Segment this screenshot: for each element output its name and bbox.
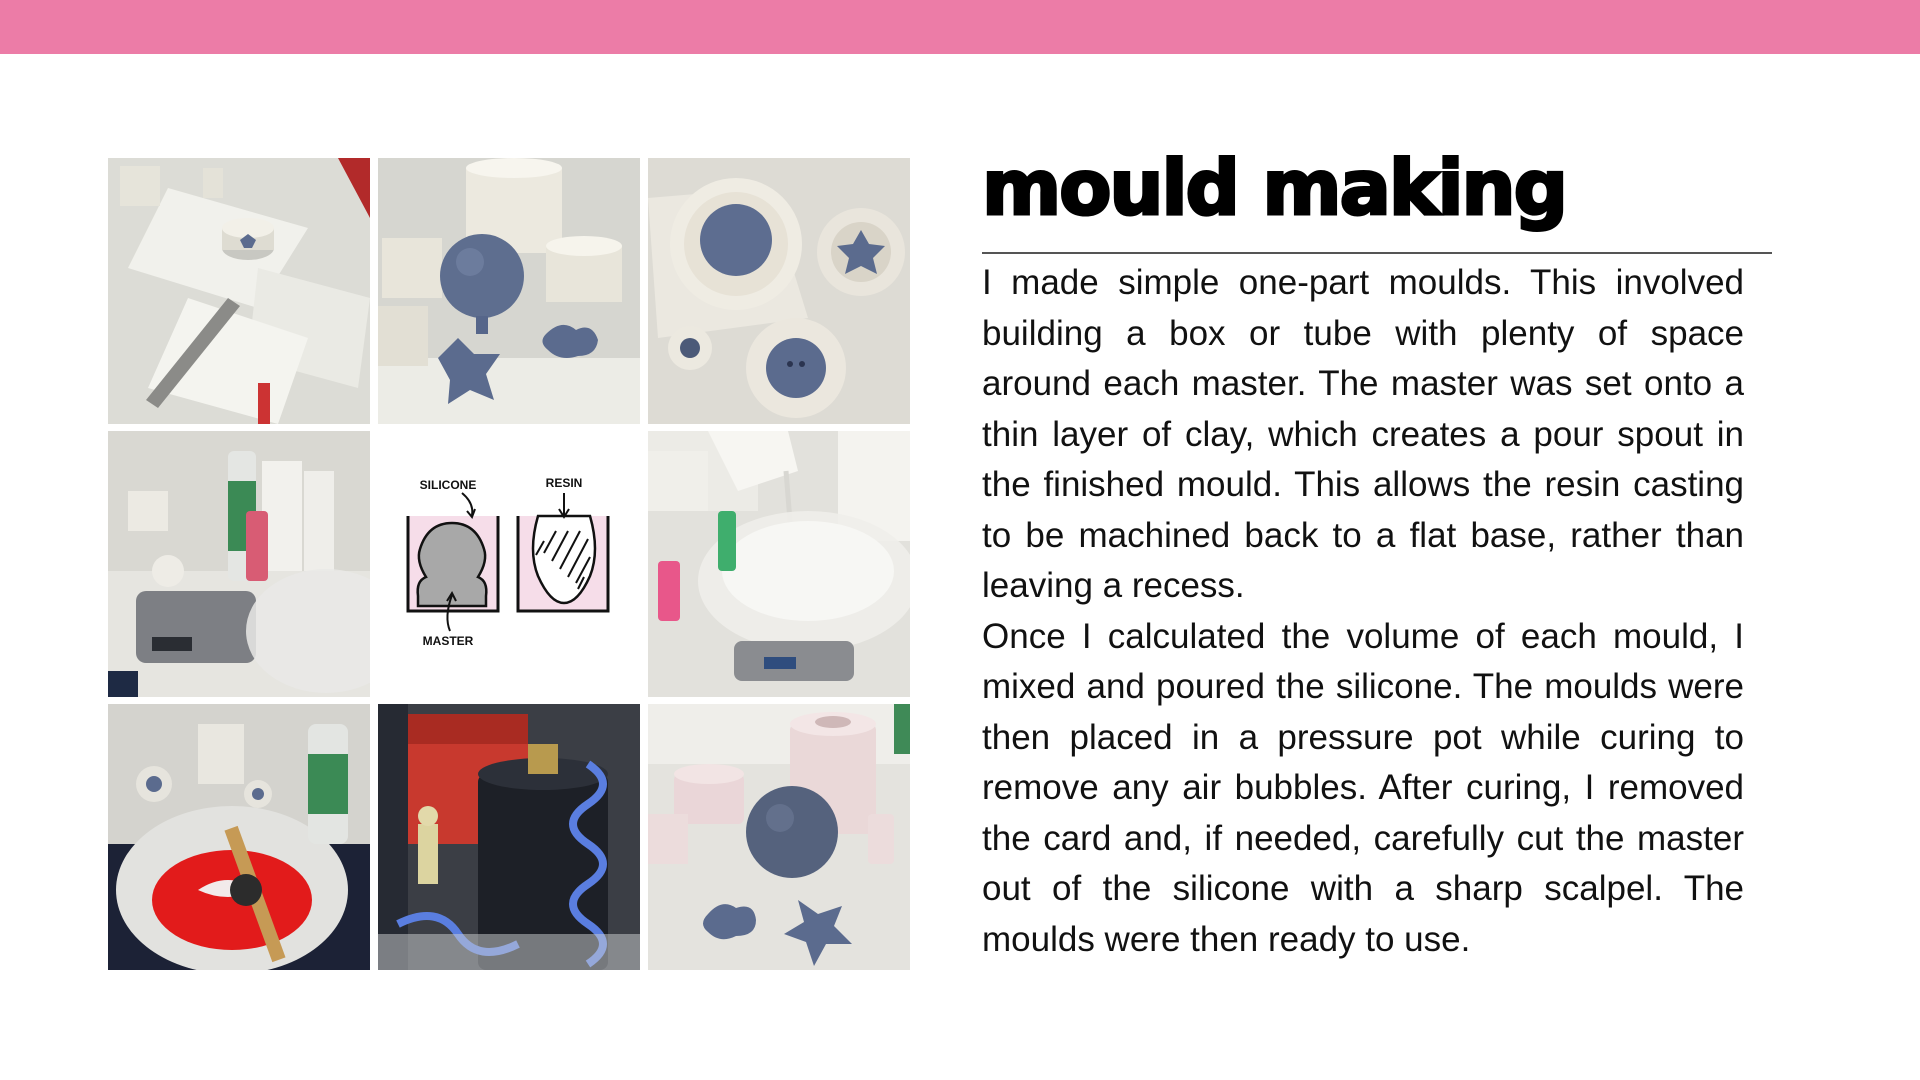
photo-pouring-image: [648, 431, 910, 697]
label-silicone: SILICONE: [419, 478, 477, 492]
paragraph-2: Once I calculated the volume of each mould, I mixed and poured the silicone. The moulds were then placed in a pressure pot while curing to remove any air bubbles. After curing, I removed the card and, if needed, carefully cut the master out of the silicone with a sharp scalpel. The moulds were then ready to use.: [982, 616, 1744, 959]
mould-diagram-svg: [378, 431, 640, 697]
photo-masters-and-tubes: [378, 158, 640, 424]
photo-mixing-silicone: [108, 704, 370, 970]
photo-pressure-pot: [378, 704, 640, 970]
photo-mixing-image: [108, 704, 370, 970]
top-accent-bar: [0, 0, 1920, 54]
photo-finished-moulds: [648, 704, 910, 970]
label-resin: RESIN: [545, 476, 583, 490]
photo-pressure-pot-image: [378, 704, 640, 970]
paragraph-1: I made simple one-part moulds. This involved building a box or tube with plenty of space around each master. The master was set onto a thin layer of clay, which creates a pour spout in the finished mould. This allows the resin casting to be machined back to a flat base, rather than leaving a recess.: [982, 263, 1744, 605]
photo-card-tubes-on-mat: [108, 158, 370, 424]
slide-title: mould making: [982, 143, 1566, 232]
photo-pouring-silicone: [648, 431, 910, 697]
photo-grid: [108, 158, 912, 971]
photo-scale-and-bottles: [108, 431, 370, 697]
body-text: [982, 258, 1744, 965]
photo-masters-image: [378, 158, 640, 424]
label-master: MASTER: [422, 634, 474, 648]
mould-diagram: [378, 431, 640, 697]
photo-moulds-image: [648, 158, 910, 424]
photo-moulds-top-view: [648, 158, 910, 424]
photo-card-tubes-image: [108, 158, 370, 424]
photo-scale-image: [108, 431, 370, 697]
photo-finished-moulds-image: [648, 704, 910, 970]
title-divider: [982, 252, 1772, 254]
